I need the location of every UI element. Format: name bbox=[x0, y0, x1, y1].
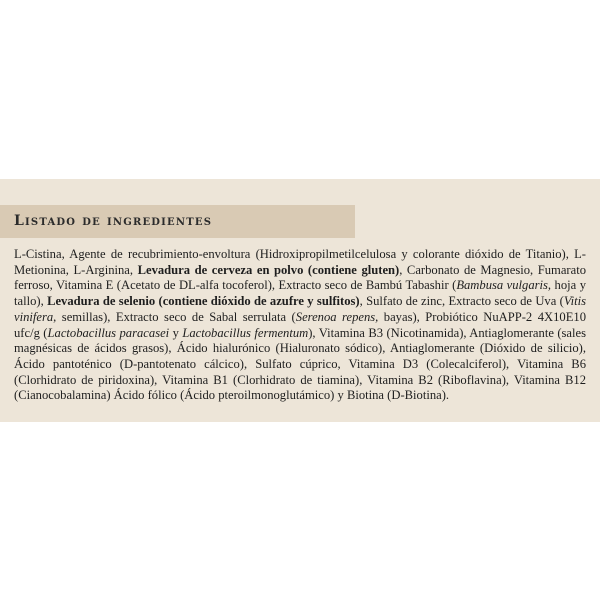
ingredients-text: , Sulfato de zinc, Extracto seco de Uva ( bbox=[359, 294, 564, 309]
ingredients-bold-allergen: Levadura de cerveza en polvo (contiene gluten) bbox=[137, 262, 400, 277]
ingredients-text: L-Cistina, Agente de recubrimiento-envoltura (Hidroxipropilmetilcelulosa y colorante dióxido de Titanio), L-Metionina, L-Arginina, bbox=[14, 247, 586, 277]
ingredients-species-name: Lactobacillus fermentum bbox=[182, 325, 309, 340]
ingredients-text: hoja y tallo), bbox=[14, 278, 587, 309]
ingredients-list bbox=[14, 247, 586, 404]
ingredients-bold-allergen: Levadura de selenio (contiene dióxido de azufre y sulfitos) bbox=[47, 294, 360, 309]
ingredients-text: ), Vitamina B3 (Nicotinamida), Antiaglomerante (sales magnésicas de ácidos grasos), Ácido hialurónico (Hialuronato sódico), Antiaglomerante (Dióxido de silicio), Ácido pantoténico (D-pantotenato cálcico), Sulfato cúprico, Vitamina D3 (Colecalciferol), Vitamina B6 (Clorhidrato de piridoxina), Vitamina B1 (Clorhidrato de tiamina), Vitamina B2 (Riboflavina), Vitamina B12 (Cianocobalamina) Ácido fólico (Ácido pteroilmonoglutámico) y Biotina (D-Biotina). bbox=[14, 325, 587, 403]
ingredients-text: bayas), Probiótico NuAPP-2 4X10E10 ufc/g ( bbox=[14, 309, 586, 340]
ingredients-text: , semillas), Extracto seco de Sabal serrulata ( bbox=[53, 309, 296, 324]
ingredients-species-name: Bambusa vulgaris, bbox=[456, 278, 552, 293]
ingredients-species-name: Lactobacillus paracasei bbox=[47, 325, 170, 340]
ingredients-species-name: Vitis vinifera bbox=[14, 294, 586, 324]
ingredients-species-name: Serenoa repens, bbox=[295, 309, 379, 324]
ingredients-panel bbox=[0, 179, 600, 422]
ingredients-text: y bbox=[169, 325, 183, 340]
ingredients-heading: Listado de ingredientes bbox=[14, 213, 213, 229]
ingredients-text: , Carbonato de Magnesio, Fumarato ferroso, Vitamina E (Acetato de DL-alfa tocoferol), Extracto seco de Bambú Tabashir ( bbox=[14, 262, 587, 293]
heading-bar bbox=[0, 205, 355, 238]
